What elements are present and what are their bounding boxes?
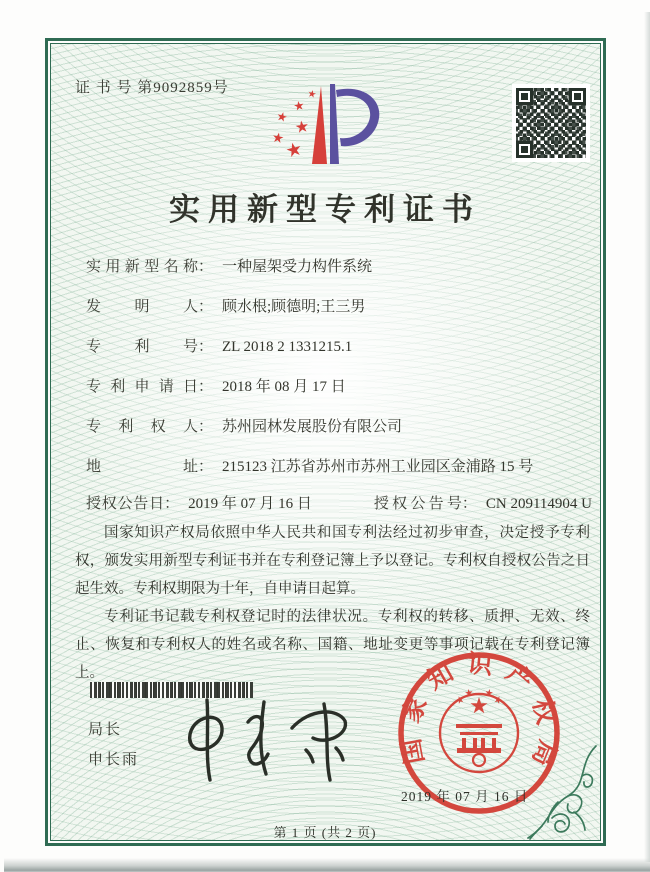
field-row-inventor — [86, 295, 592, 316]
field-label-name: 实用新型名称 — [86, 259, 198, 275]
signer-title: 局长 — [88, 722, 123, 738]
field-label-inventor: 发明人 — [86, 299, 198, 315]
field-label-patent-no: 专利号 — [86, 339, 198, 355]
qr-code-icon — [512, 84, 590, 162]
field-colon: ： — [198, 339, 214, 355]
legal-paragraph-2: 专利证书记载专利权登记时的法律状况。专利权的转移、质押、无效、终止、恢复和专利权人的姓名或名称、国籍、地址变更等事项记载在专利登记簿上。 — [75, 608, 590, 681]
field-colon: ： — [198, 419, 214, 435]
field-colon: ： — [198, 459, 214, 475]
field-value-name: 一种屋架受力构件系统 — [222, 259, 373, 275]
seal-date: 2019 年 07 月 16 日 — [401, 789, 529, 804]
field-colon: ： — [198, 299, 214, 315]
field-row-address — [86, 455, 592, 476]
certificate-number: 证 书 号 第9092859号 — [75, 80, 229, 96]
qr-finder-top-right — [569, 88, 586, 105]
field-label-grant-no: 授权公告号 — [373, 496, 462, 512]
field-row-name — [86, 255, 592, 276]
qr-finder-bottom-left — [516, 141, 533, 158]
signature-handwriting-icon — [176, 692, 356, 784]
field-value-patent-no: ZL 2018 2 1331215.1 — [222, 339, 353, 355]
scan-edge-right — [644, 12, 650, 862]
field-row-patentee — [86, 415, 592, 436]
page-number: 第 1 页 (共 2 页) — [273, 825, 377, 840]
scan-edge-bottom — [4, 858, 650, 872]
field-value-grant-date: 2019 年 07 月 16 日 — [188, 496, 312, 512]
field-colon: ： — [164, 496, 180, 512]
certificate-title: 实用新型专利证书 — [169, 192, 481, 227]
field-value-address: 215123 江苏省苏州市苏州工业园区金浦路 15 号 — [222, 459, 534, 475]
field-value-grant-no: CN 209114904 U — [485, 496, 592, 512]
cnipa-logo-icon — [266, 80, 388, 168]
qr-pattern — [516, 88, 586, 158]
field-colon: ： — [198, 259, 214, 275]
qr-finder-top-left — [516, 88, 533, 105]
signer-name: 申长雨 — [88, 752, 140, 768]
seal-authority-text: 国家知识产权局 — [395, 650, 563, 781]
national-emblem-icon — [440, 688, 518, 772]
legal-paragraph-1: 国家知识产权局依照中华人民共和国专利法经过初步审查，决定授予专利权，颁发实用新型专利证书并在专利登记簿上予以登记。专利权自授权公告之日起生效。专利权期限为十年，自申请日起算。 — [75, 525, 590, 597]
field-label-address: 地址 — [86, 459, 198, 475]
field-row-grant — [86, 492, 592, 513]
field-value-filing-date: 2018 年 08 月 17 日 — [222, 379, 346, 395]
field-colon: ： — [198, 379, 214, 395]
field-label-patentee: 专利权人 — [86, 419, 198, 435]
field-grant-no-group — [374, 492, 592, 513]
field-value-inventor: 顾水根;顾德明;王三男 — [222, 299, 366, 315]
field-row-patent-no — [86, 335, 592, 356]
field-value-patentee: 苏州园林发展股份有限公司 — [222, 419, 403, 435]
field-label-grant-date: 授权公告日 — [86, 496, 165, 512]
field-label-filing-date: 专利申请日 — [86, 379, 198, 395]
field-row-filing-date — [86, 375, 592, 396]
field-colon: ： — [461, 496, 477, 512]
